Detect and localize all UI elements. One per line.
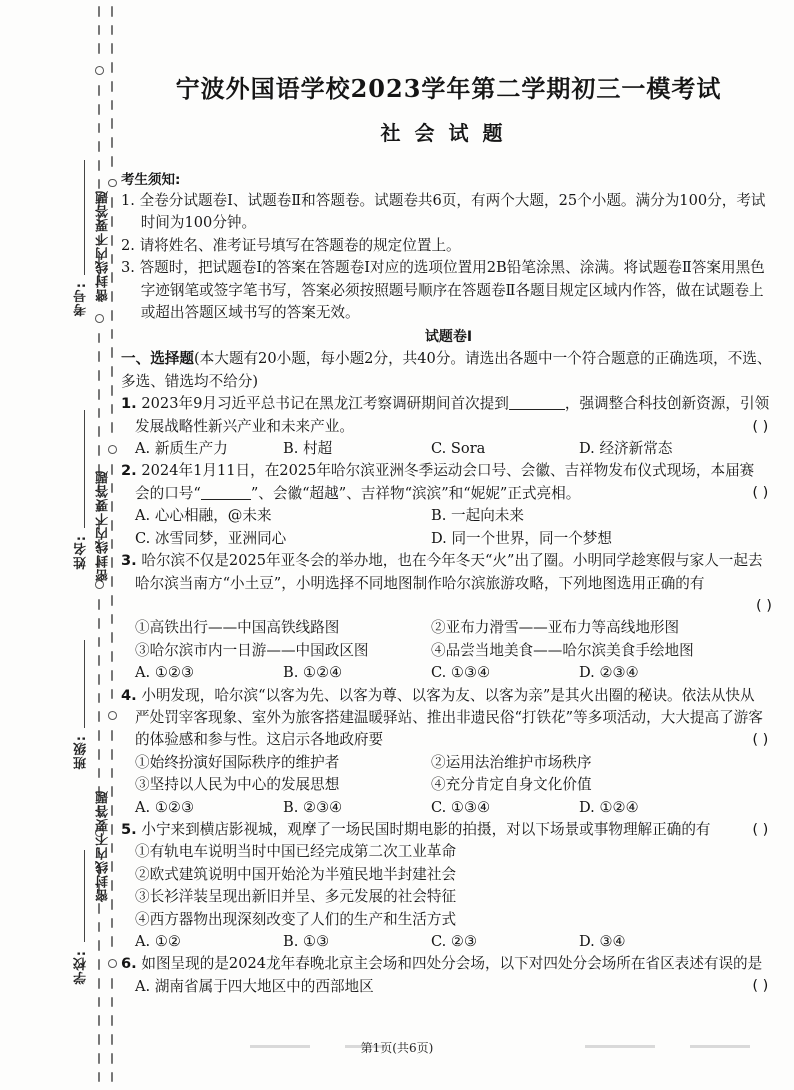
binding-dash: [98, 179, 100, 190]
statement: ③坚持以人民为中心的发展思想: [135, 776, 340, 794]
statement: ④充分肯定自身文化价值: [431, 776, 592, 794]
binding-dash: [111, 43, 113, 54]
binding-dash: [98, 85, 100, 96]
binding-dash: [111, 768, 113, 779]
options-list: [121, 976, 766, 998]
binding-dash: [98, 997, 100, 1008]
option: A. 新质生产力: [135, 440, 228, 458]
answer-bracket[interactable]: ( ): [755, 596, 772, 614]
binding-dash: [111, 1015, 113, 1026]
question: [121, 685, 776, 752]
option: A. 心心相融，@未来: [135, 507, 272, 525]
notice-item: 2. 请将姓名、准考证号填写在答题卷的规定位置上。: [121, 236, 461, 254]
binding-dash: [98, 351, 100, 362]
exam-number-label: 考号:: [74, 282, 89, 317]
question-number: 2.: [121, 462, 137, 480]
answer-bracket[interactable]: ( ): [752, 820, 769, 838]
binding-dash: [98, 370, 100, 381]
binding-dash: [111, 670, 113, 681]
binding-hole: [108, 179, 117, 188]
binding-seal-text: 密封线内不要答题: [96, 190, 111, 302]
binding-dash: [98, 6, 100, 17]
option: B. 一起向未来: [431, 507, 524, 525]
statements-list: [121, 841, 776, 931]
question: [121, 550, 776, 595]
binding-dash: [111, 997, 113, 1008]
binding-dash: [98, 141, 100, 152]
notice-item: 1. 全卷分试题卷Ⅰ、试题卷Ⅱ和答题卷。试题卷共6页，有两个大题，25个小题。满分为100分，考试时间为100分钟。: [121, 192, 766, 232]
binding-hole: [95, 314, 104, 323]
options-grid: [121, 505, 776, 550]
binding-dash: [98, 674, 100, 685]
page-number: 第1页(共6页): [360, 1041, 434, 1055]
binding-dash: [111, 118, 113, 129]
class-field[interactable]: [84, 640, 85, 728]
statement: ①始终扮演好国际秩序的维护者: [135, 753, 340, 771]
option: D. ③④: [579, 933, 626, 950]
option: B. 村超: [283, 440, 333, 458]
name-label: 姓名:: [74, 535, 89, 570]
binding-dash: [111, 404, 113, 415]
binding-hole: [95, 66, 104, 75]
question-number: 5.: [121, 820, 137, 838]
option: C. ①③④: [431, 798, 491, 816]
statement: ②欧式建筑说明中国开始沦为半殖民地半封建社会: [135, 865, 457, 883]
binding-dash: [111, 137, 113, 148]
statement: ③长衫洋装呈现出新旧并呈、多元发展的社会特征: [135, 888, 457, 906]
binding-dash: [111, 614, 113, 625]
binding-dash: [98, 922, 100, 933]
exam-paper: [121, 70, 776, 998]
binding-dash: [98, 1072, 100, 1083]
binding-seal-text: 密封线内不要答题: [96, 470, 111, 582]
binding-dash: [98, 749, 100, 760]
binding-dash: [111, 81, 113, 92]
question-number: 3.: [121, 552, 137, 570]
question-number: 4.: [121, 686, 137, 704]
binding-dash: [111, 156, 113, 167]
option: C. Sora: [431, 440, 486, 458]
binding-dash: [98, 333, 100, 344]
binding-dash: [98, 160, 100, 171]
option: B. ②③④: [283, 798, 343, 816]
answer-bracket[interactable]: ( ): [752, 484, 769, 502]
options-row: [121, 797, 776, 819]
section-instructions: (本大题有20小题，每小题2分，共40分。请选出各题中一个符合题意的正确选项，不选、多选、错选均不给分): [121, 350, 772, 390]
binding-dash: [111, 978, 113, 989]
binding-dash: [111, 6, 113, 17]
binding-dash: [111, 936, 113, 947]
question-stem: 哈尔滨不仅是2025年亚冬会的举办地，也在今年冬天“火”出了圈。小明同学趁寒假与家人一起去哈尔滨当南方“小土豆”，小明选择不同地图制作哈尔滨旅游攻略，下列地图选用正确的有: [135, 552, 763, 592]
binding-dash: [98, 445, 100, 456]
school-field[interactable]: [84, 850, 85, 942]
school-label: 学校:: [74, 950, 89, 985]
option: A. ①②③: [135, 664, 195, 682]
binding-dash: [111, 310, 113, 321]
option: C. ②③: [431, 933, 478, 950]
option: A. ①②: [135, 933, 181, 950]
binding-dash: [98, 43, 100, 54]
question-number: 1.: [121, 395, 137, 413]
answer-bracket[interactable]: ( ): [752, 730, 769, 748]
option: D. ①②④: [579, 798, 639, 816]
binding-dash: [98, 730, 100, 741]
binding-dash: [98, 711, 100, 722]
binding-dash: [98, 123, 100, 134]
statements-grid: [121, 752, 776, 797]
class-label: 班级:: [74, 735, 89, 770]
exam-number-field[interactable]: [84, 160, 85, 275]
binding-dash: [111, 100, 113, 111]
exam-title: 宁波外国语学校2023学年第二学期初三一模考试: [175, 74, 722, 103]
binding-dash: [111, 62, 113, 73]
statement: ①高铁出行——中国高铁线路图: [135, 619, 340, 637]
question: [121, 393, 776, 438]
options-row: [121, 662, 776, 684]
binding-dash: [111, 749, 113, 760]
binding-dash: [98, 940, 100, 951]
option: D. 同一个世界，同一个梦想: [431, 529, 612, 547]
answer-bracket[interactable]: ( ): [752, 977, 769, 995]
binding-dash: [111, 651, 113, 662]
binding-dash: [111, 730, 113, 741]
statement: ②亚布力滑雪——亚布力等高线地形图: [431, 619, 680, 637]
binding-dash: [98, 768, 100, 779]
answer-blank: [201, 485, 251, 500]
options-row: [121, 931, 776, 953]
binding-dash: [98, 599, 100, 610]
option: A. 湖南省属于四大地区中的西部地区: [135, 977, 374, 995]
binding-dash: [98, 25, 100, 36]
binding-dash: [111, 918, 113, 929]
question-stem: ，强调整合科技创新资源，引领发展战略性新兴产业和未来产业。: [135, 395, 770, 435]
option: B. ①③: [283, 933, 330, 950]
answer-bracket[interactable]: ( ): [752, 417, 769, 435]
binding-dash: [98, 408, 100, 419]
binding-dash: [111, 329, 113, 340]
statement: ②运用法治维护市场秩序: [431, 753, 592, 771]
binding-dash: [98, 978, 100, 989]
question-stem: 2023年9月习近平总书记在黑龙江考察调研期间首次提到: [141, 395, 509, 413]
answer-blank: [509, 395, 565, 410]
option: D. 经济新常态: [579, 440, 673, 458]
question-stem: 如图呈现的是2024龙年春晚北京主会场和四处分会场，以下对四处分会场所在省区表述有误的是: [141, 955, 763, 973]
question-number: 6.: [121, 955, 137, 973]
binding-dash: [111, 385, 113, 396]
binding-dash: [98, 693, 100, 704]
binding-dash: [111, 366, 113, 377]
binding-dash: [98, 426, 100, 437]
section-title: 一、选择题: [121, 350, 194, 368]
binding-dash: [111, 689, 113, 700]
statement: ③哈尔滨市内一日游——中国政区图: [135, 641, 369, 659]
statement: ④品尝当地美食——哈尔滨美食手绘地图: [431, 641, 694, 659]
binding-hole: [108, 711, 117, 720]
name-field[interactable]: [84, 410, 85, 528]
binding-dash: [111, 595, 113, 606]
statement: ④西方器物出现深刻改变了人们的生产和生活方式: [135, 910, 457, 928]
option: C. 冰雪同梦，亚洲同心: [135, 529, 287, 547]
binding-dash: [111, 632, 113, 643]
statement: ①有轨电车说明当时中国已经完成第二次工业革命: [135, 843, 457, 861]
question-stem: 小明发现，哈尔滨“以客为先、以客为尊、以客为友、以客为亲”是其火出圈的秘诀。依法从快从严处罚宰客现象、室外为旅客搭建温暖驿站、推出非遗民俗“打铁花”等多项活动，大大提高了游客的体验感和参与性。这启示各地政府要: [135, 686, 763, 749]
option: C. ①③④: [431, 664, 491, 682]
question: [121, 819, 776, 841]
question-stem: 2024年1月11日，在2025年哈尔滨亚洲冬季运动会口号、会徽、吉祥物发布仪式现场，本届赛会的口号“: [135, 462, 755, 502]
binding-dash: [111, 1072, 113, 1083]
binding-dash: [111, 347, 113, 358]
options-row: [121, 438, 776, 460]
binding-dash: [98, 655, 100, 666]
statements-grid: [121, 617, 776, 662]
notice-heading: 考生须知:: [121, 172, 181, 188]
binding-dash: [98, 637, 100, 648]
option: D. ②③④: [579, 664, 639, 682]
binding-dash: [98, 1015, 100, 1026]
binding-seal-text: 密封线内不要答题: [96, 790, 111, 902]
option: B. ①②④: [283, 664, 343, 682]
option: A. ①②③: [135, 798, 195, 816]
binding-dash: [98, 903, 100, 914]
binding-hole: [108, 445, 117, 454]
exam-subtitle: 社会试题: [380, 121, 517, 145]
question-stem: 小宁来到横店影视城，观摩了一场民国时期电影的拍摄，对以下场景或事物理解正确的有: [141, 820, 711, 838]
volume-title: 试题卷Ⅰ: [424, 329, 473, 346]
binding-dash: [98, 959, 100, 970]
binding-dash: [98, 104, 100, 115]
notice-item: 3. 答题时，把试题卷Ⅰ的答案在答题卷Ⅰ对应的选项位置用2B铅笔涂黑、涂满。将试题卷Ⅱ答案用黑色字迹钢笔或签字笔书写，答案必须按照题号顺序在答题卷Ⅱ各题目规定区域内作答，做在试题卷上或超出答题区域书写的答案无效。: [121, 259, 765, 322]
question-stem: ”、会徽“超越”、吉祥物“滨滨”和“妮妮”正式亮相。: [250, 484, 581, 502]
question: [121, 460, 776, 505]
section-heading: [121, 348, 776, 393]
binding-hole: [108, 959, 117, 968]
binding-dash: [98, 618, 100, 629]
binding-dash: [98, 389, 100, 400]
binding-dash: [111, 25, 113, 36]
binding-dash: [111, 422, 113, 433]
